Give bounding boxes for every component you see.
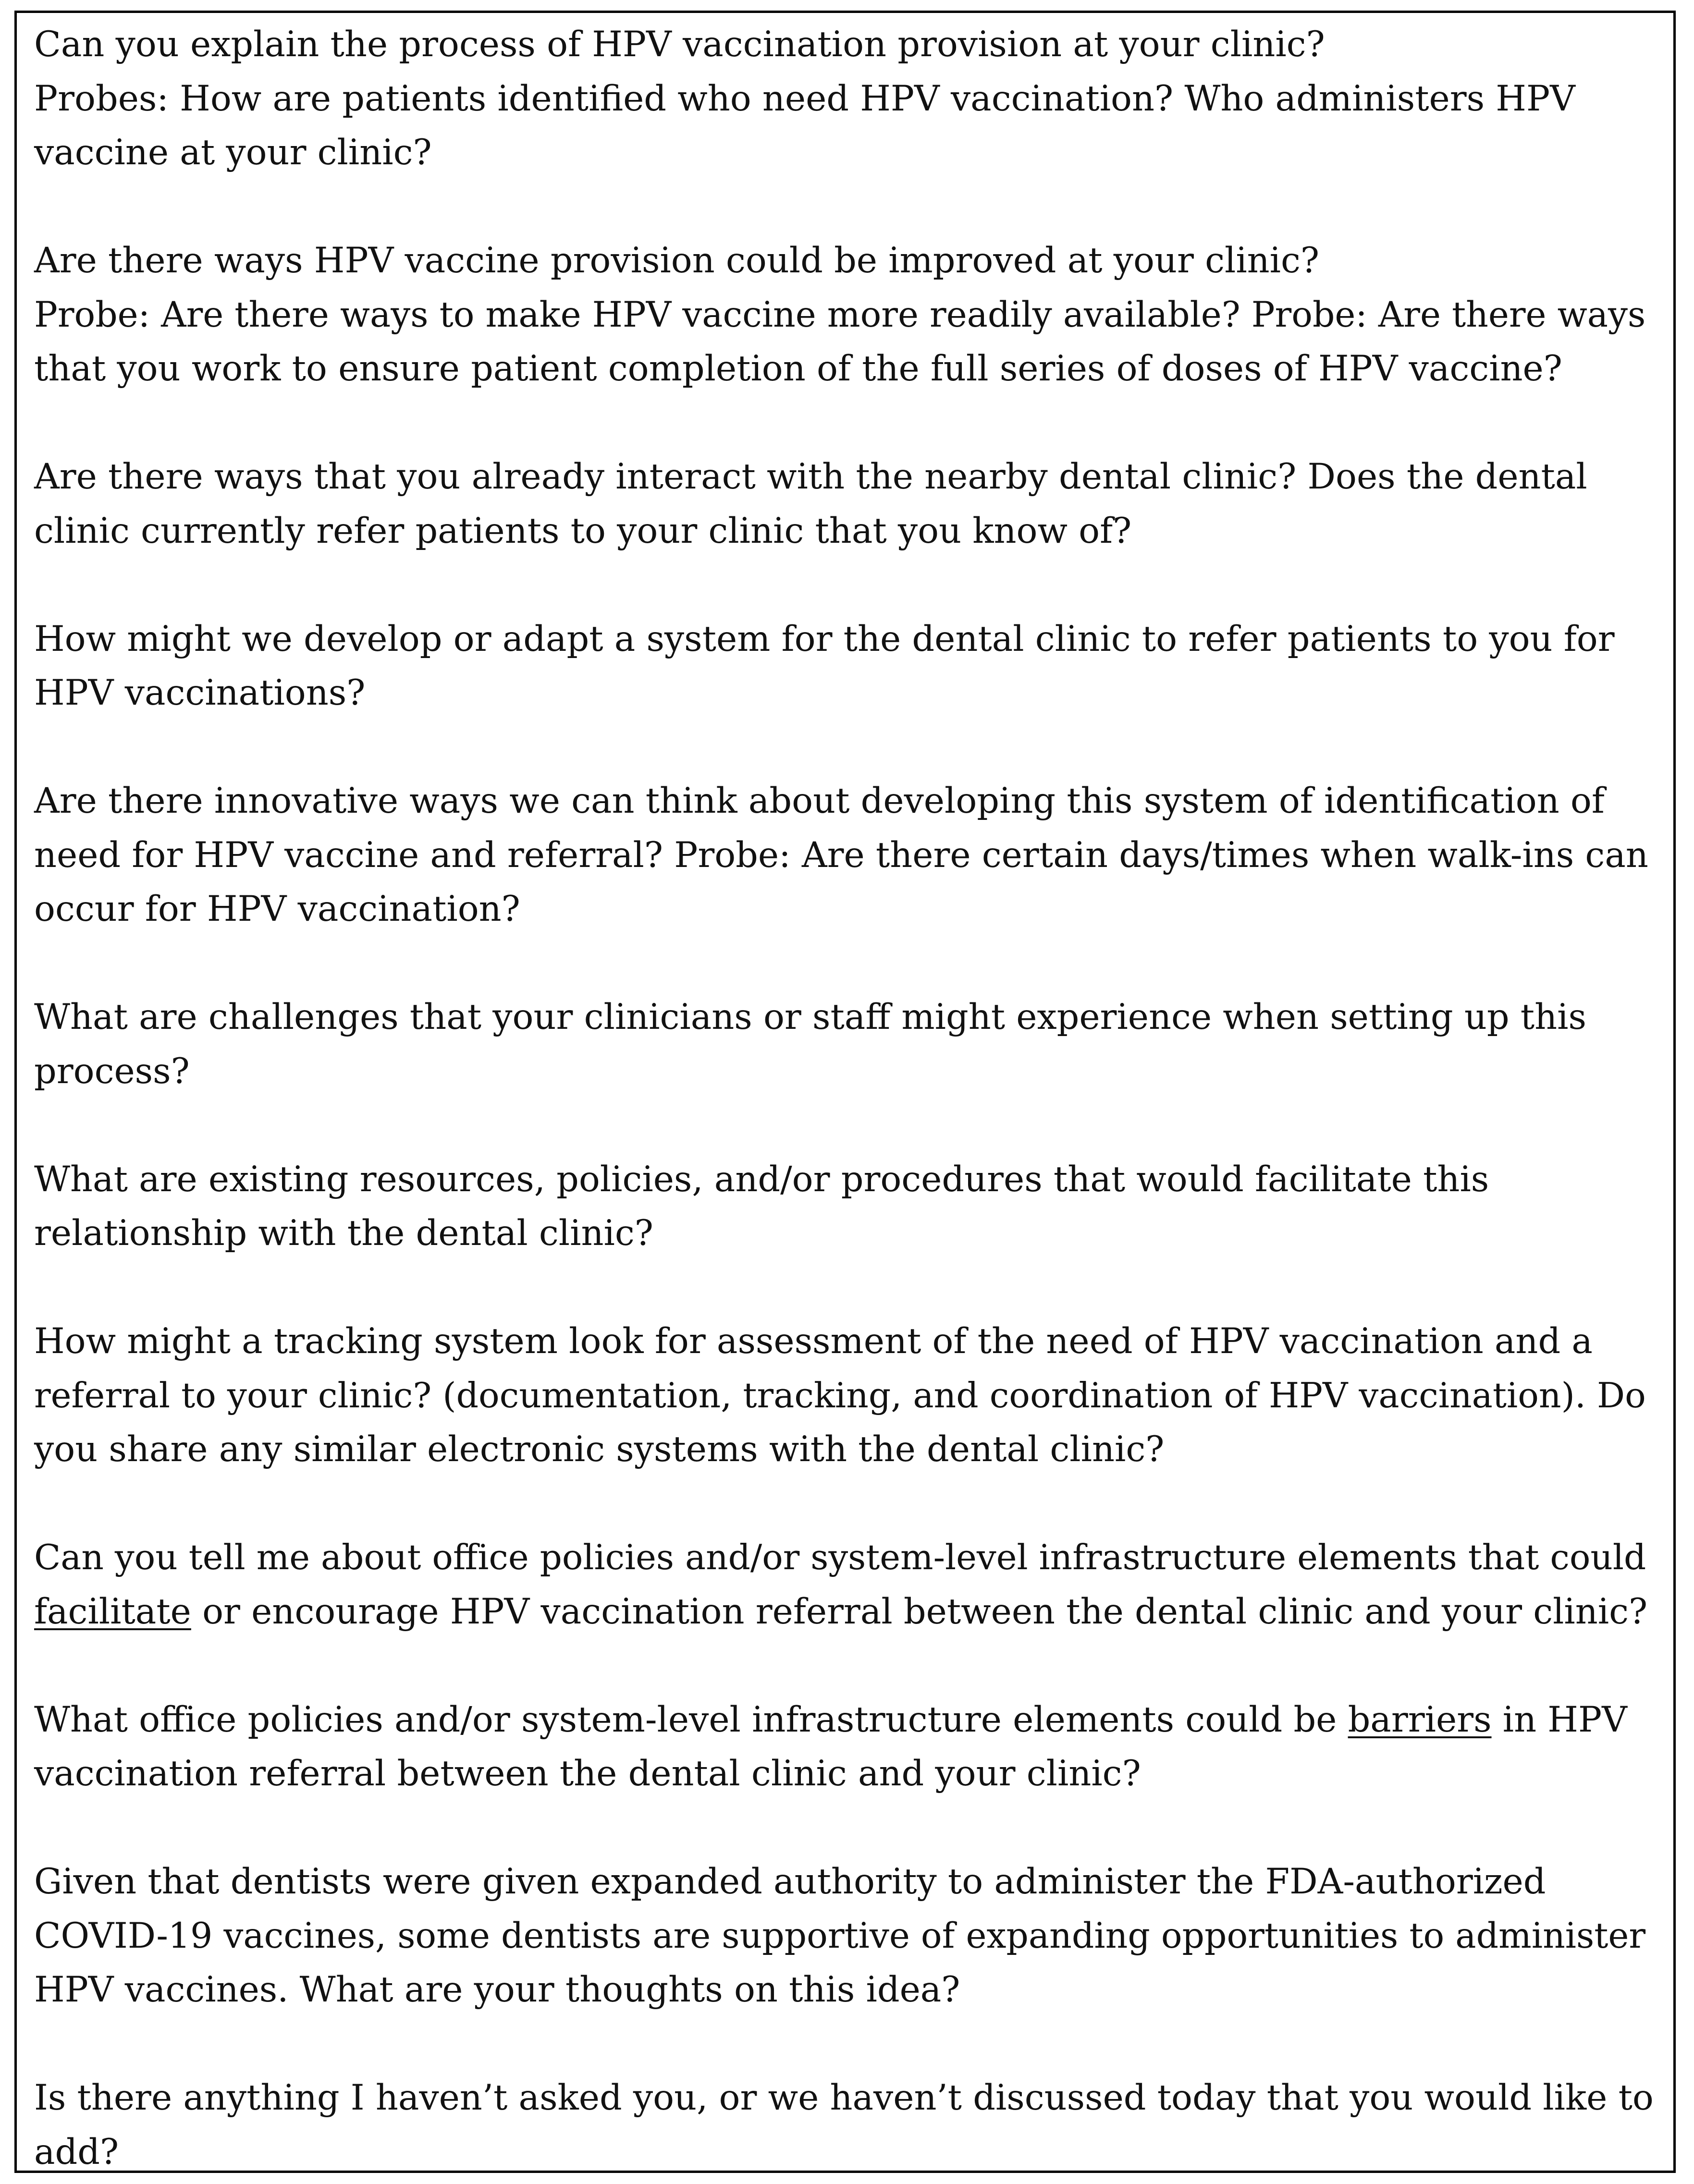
question-line: Are there innovative ways we can think about developing this system of identification of xyxy=(34,781,1605,821)
question-resources xyxy=(34,1153,1654,1261)
question-line: What are challenges that your clinicians or staff might experience when setting up this xyxy=(34,997,1586,1037)
question-line-rest: or encourage HPV vaccination referral between the dental clinic and your clinic? xyxy=(191,1591,1648,1632)
question-line: process? xyxy=(34,1050,190,1092)
question-line: COVID-19 vaccines, some dentists are supportive of expanding opportunities to administer xyxy=(34,1916,1646,1956)
probe-line: vaccine at your clinic? xyxy=(34,132,432,173)
question-line: How might we develop or adapt a system for the dental clinic to refer patients to you for xyxy=(34,618,1615,659)
question-line xyxy=(34,1693,1654,1747)
question-innovation xyxy=(34,774,1654,937)
probe-line: that you work to ensure patient completion of the full series of doses of HPV vaccine? xyxy=(34,348,1562,389)
emphasis-barriers: barriers xyxy=(1348,1699,1492,1740)
question-barriers xyxy=(34,1693,1654,1801)
question-line-end: in HPV xyxy=(1491,1699,1627,1740)
question-line: you share any similar electronic systems with the dental clinic? xyxy=(34,1429,1165,1470)
question-line: relationship with the dental clinic? xyxy=(34,1213,653,1254)
question-line: Can you tell me about office policies and/or system-level infrastructure elements that could xyxy=(34,1537,1646,1578)
question-line: Can you explain the process of HPV vaccination provision at your clinic? xyxy=(34,24,1325,65)
emphasis-facilitate: facilitate xyxy=(34,1591,191,1632)
question-line: What are existing resources, policies, and/or procedures that would facilitate this xyxy=(34,1159,1489,1200)
question-line: vaccination referral between the dental clinic and your clinic? xyxy=(34,1753,1141,1794)
probe-line: Probes: How are patients identified who need HPV vaccination? Who administers HPV xyxy=(34,78,1575,119)
question-referral-system xyxy=(34,612,1654,720)
question-closing xyxy=(34,2071,1654,2179)
question-line-start: What office policies and/or system-level infrastructure elements could be xyxy=(34,1699,1348,1740)
question-facilitators xyxy=(34,1531,1654,1639)
question-line xyxy=(34,1585,1654,1639)
question-dentist-authority xyxy=(34,1855,1654,2017)
question-line: add? xyxy=(34,2131,119,2172)
question-process xyxy=(34,18,1654,180)
question-line: HPV vaccines. What are your thoughts on this idea? xyxy=(34,1969,960,2010)
question-challenges xyxy=(34,990,1654,1098)
question-interaction xyxy=(34,450,1654,558)
question-tracking xyxy=(34,1315,1654,1477)
interview-guide-box xyxy=(14,11,1676,2173)
question-line: How might a tracking system look for assessment of the need of HPV vaccination and a xyxy=(34,1321,1593,1362)
question-line: occur for HPV vaccination? xyxy=(34,889,520,929)
probe-line: Probe: Are there ways to make HPV vaccine more readily available? Probe: Are there ways xyxy=(34,294,1646,335)
question-line: Is there anything I haven’t asked you, or we haven’t discussed today that you would like to xyxy=(34,2077,1654,2118)
question-line: clinic currently refer patients to your clinic that you know of? xyxy=(34,510,1132,551)
question-line: Given that dentists were given expanded authority to administer the FDA-authorized xyxy=(34,1861,1546,1902)
question-line: Are there ways that you already interact with the nearby dental clinic? Does the dental xyxy=(34,456,1587,497)
question-improvement xyxy=(34,234,1654,396)
question-line: need for HPV vaccine and referral? Probe: Are there certain days/times when walk-ins can xyxy=(34,834,1648,876)
question-line: HPV vaccinations? xyxy=(34,672,366,713)
question-line: Are there ways HPV vaccine provision could be improved at your clinic? xyxy=(34,240,1320,281)
question-line: referral to your clinic? (documentation, tracking, and coordination of HPV vaccination). Do xyxy=(34,1375,1646,1416)
